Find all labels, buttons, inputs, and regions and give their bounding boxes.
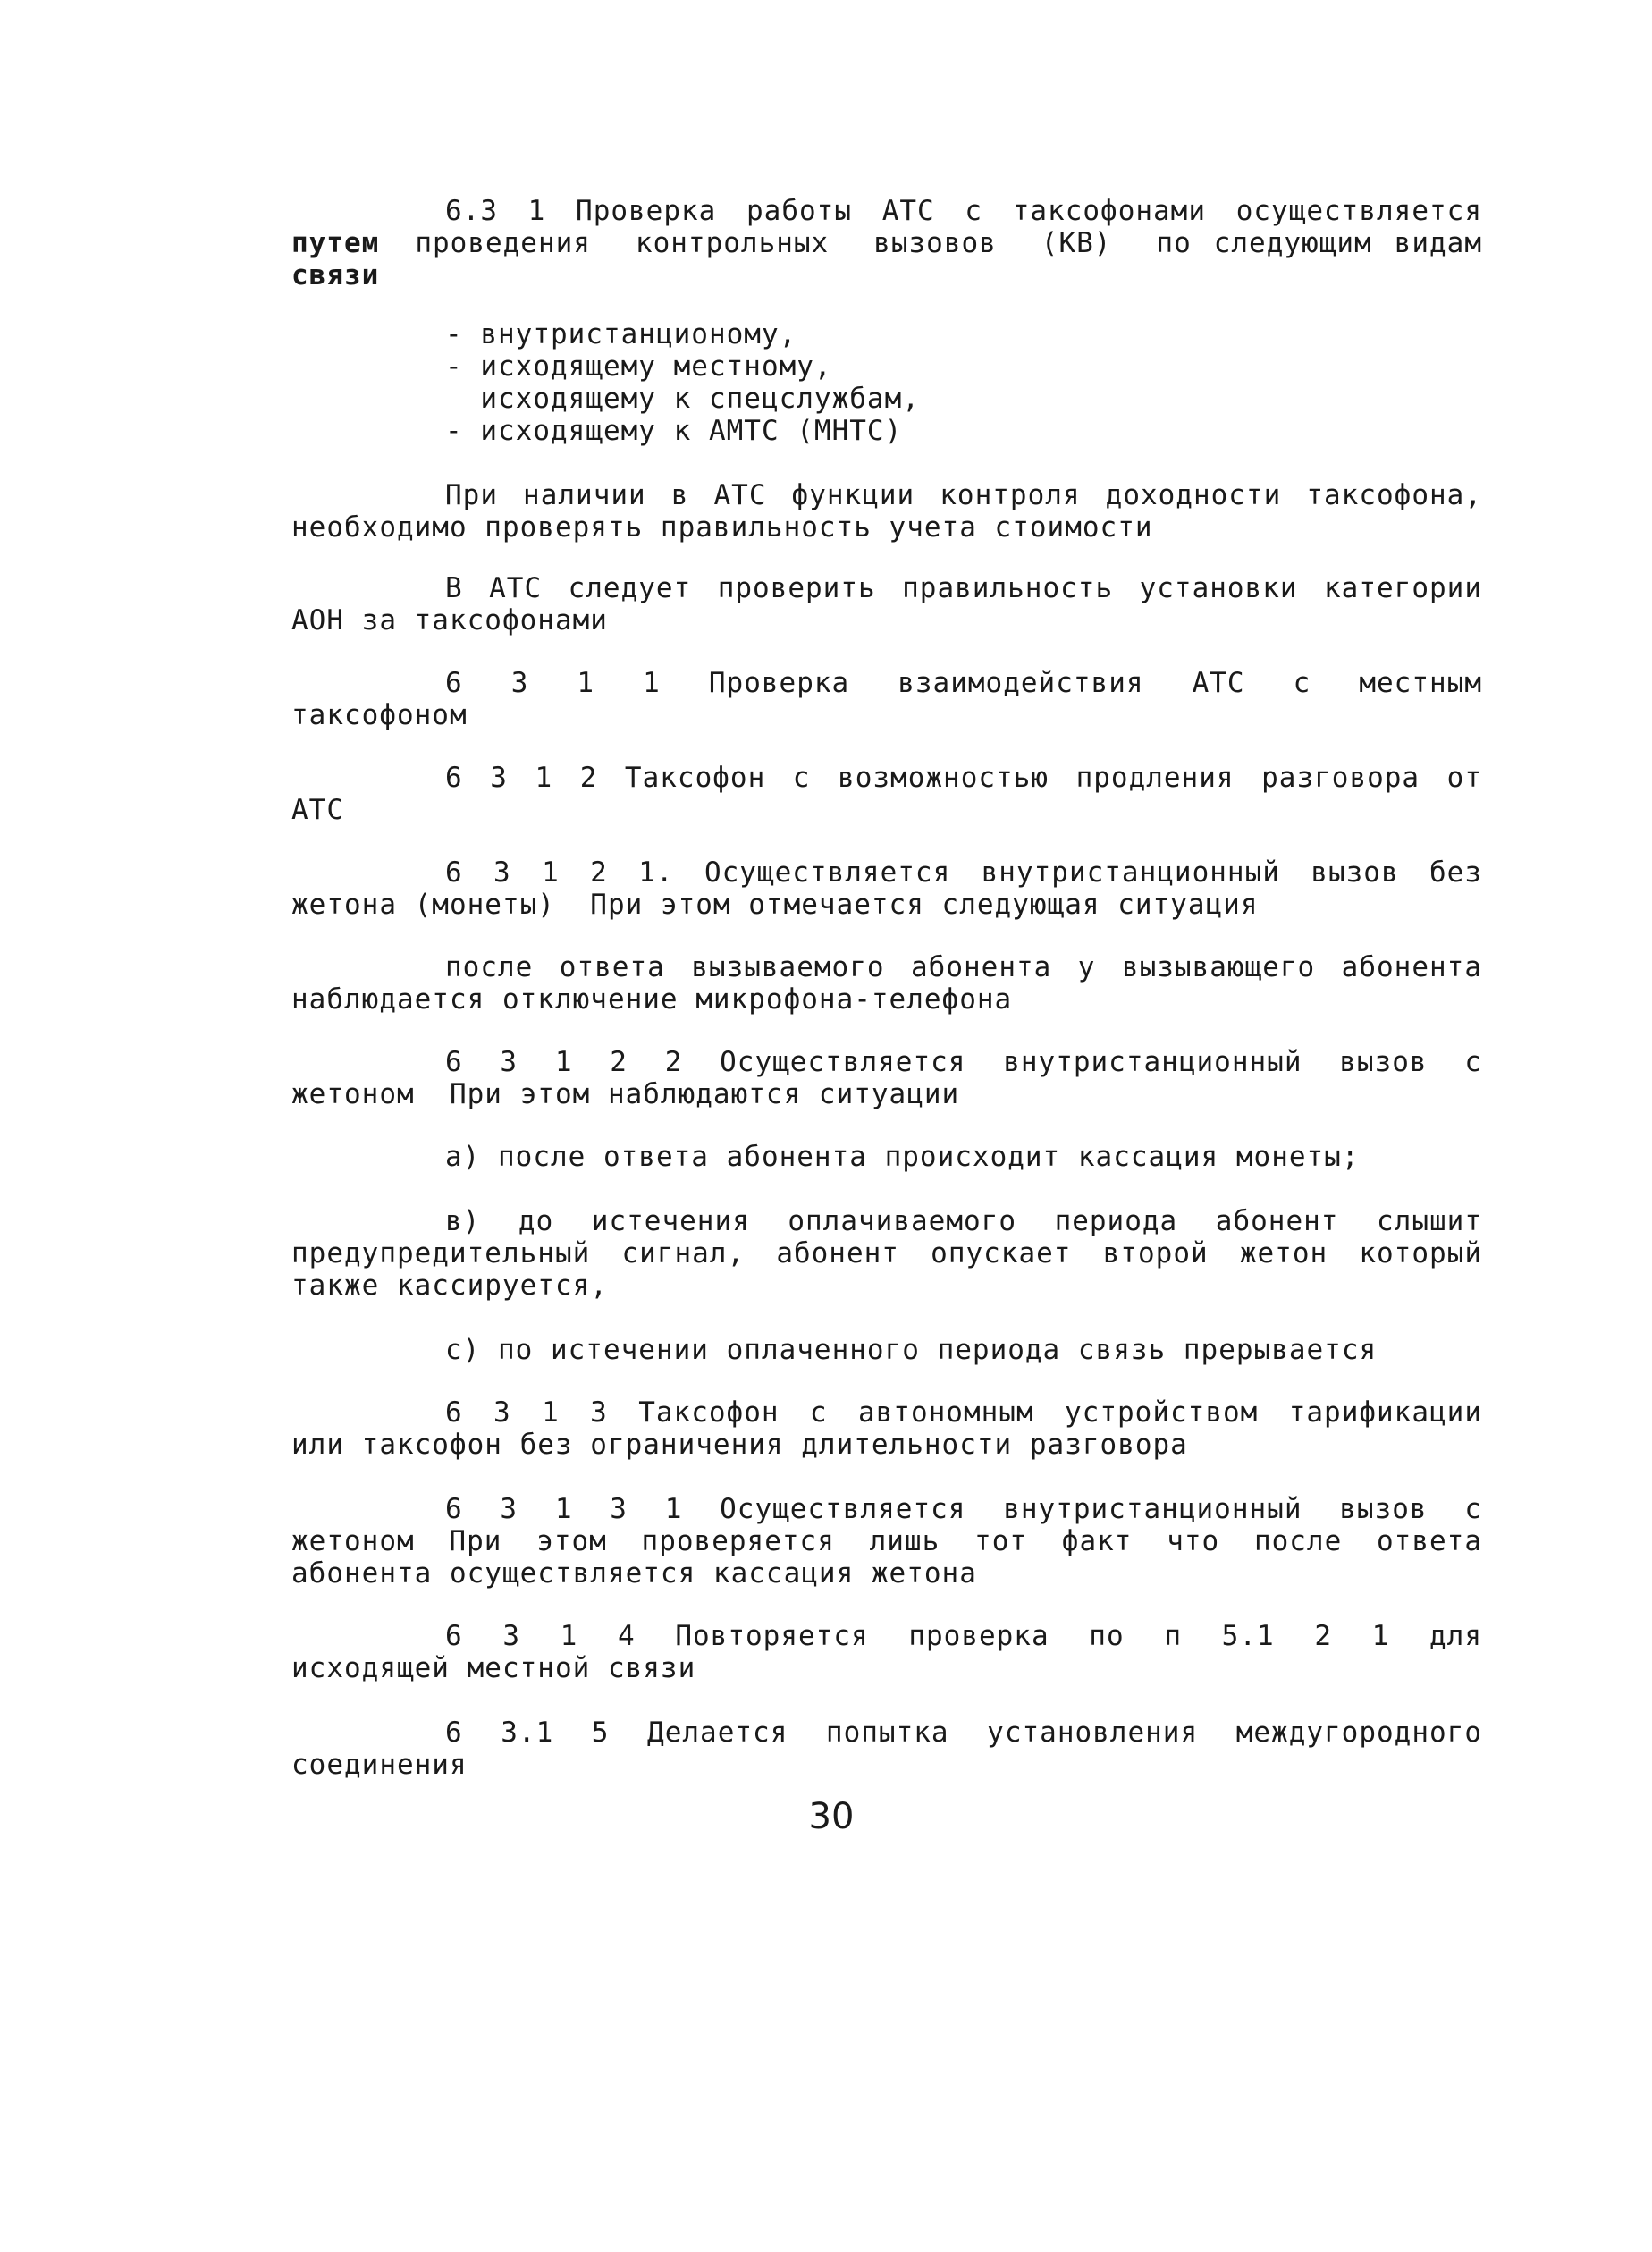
paragraph-6-3-1-line-2-rest: проведения контрольных вызовов (КВ) по следующим видам [415, 227, 1482, 259]
paragraph-line: АОН за таксофонами [291, 604, 608, 637]
paragraph-line: В АТС следует проверить правильность установки категории [445, 572, 1482, 604]
paragraph-line: необходимо проверять правильность учета стоимости [291, 511, 1153, 544]
paragraph-6-3-1-line-2 [291, 227, 1482, 259]
section-heading-6-3-1-3-1: 6 3 1 3 1 Осуществляется внутристанционный вызов с [445, 1493, 1482, 1525]
list-item: - внутристанционому, [445, 318, 797, 350]
section-heading-6-3-1-1: 6 3 1 1 Проверка взаимодействия АТС с местным [445, 667, 1482, 699]
list-item: исходящему к спецслужбам, [445, 383, 920, 415]
paragraph-line: жетоном При этом проверяется лишь тот факт что после ответа [291, 1525, 1482, 1557]
section-heading-6-3-1-3: 6 3 1 3 Таксофон с автономным устройством тарификации [445, 1396, 1482, 1429]
paragraph-6-3-1-line-1: 6.3 1 Проверка работы АТС с таксофонами осуществляется [445, 195, 1482, 227]
paragraph-line: При наличии в АТС функции контроля доходности таксофона, [445, 479, 1482, 511]
list-item-b-line-1: в) до истечения оплачиваемого периода абонент слышит [445, 1205, 1482, 1237]
paragraph-line: жетоном При этом наблюдаются ситуации [291, 1078, 960, 1110]
paragraph-6-3-1-line-3: связи [291, 259, 380, 291]
paragraph-line: соединения [291, 1749, 468, 1781]
paragraph-line: наблюдается отключение микрофона-телефона [291, 983, 1013, 1016]
paragraph-line: жетона (монеты) При этом отмечается следующая ситуация [291, 889, 1259, 921]
paragraph-line: исходящей местной связи [291, 1652, 696, 1684]
list-item-c: с) по истечении оплаченного периода связь прерывается [445, 1334, 1378, 1366]
paragraph-line: АТС [291, 794, 344, 826]
section-heading-6-3-1-2: 6 3 1 2 Таксофон с возможностью продления разговора от [445, 762, 1482, 794]
list-item-b-line-2: предупредительный сигнал, абонент опускает второй жетон который [291, 1237, 1482, 1269]
paragraph-line: таксофоном [291, 699, 468, 731]
bold-word-putem: путем [291, 227, 380, 259]
page-number: 30 [808, 1796, 855, 1837]
list-item: - исходящему местному, [445, 350, 832, 383]
section-heading-6-3-1-5: 6 3.1 5 Делается попытка установления междугородного [445, 1716, 1482, 1749]
paragraph-line: абонента осуществляется кассация жетона [291, 1557, 977, 1590]
paragraph-line: или таксофон без ограничения длительности разговора [291, 1429, 1188, 1461]
list-item: - исходящему к АМТС (МНТС) [445, 415, 903, 447]
list-item-a: а) после ответа абонента происходит кассация монеты; [445, 1141, 1360, 1173]
section-heading-6-3-1-4: 6 3 1 4 Повторяется проверка по п 5.1 2 1 для [445, 1620, 1482, 1652]
list-item-b-line-3: также кассируется, [291, 1269, 608, 1302]
section-heading-6-3-1-2-2: 6 3 1 2 2 Осуществляется внутристанционный вызов с [445, 1046, 1482, 1078]
section-heading-6-3-1-2-1: 6 3 1 2 1. Осуществляется внутристанционный вызов без [445, 856, 1482, 889]
paragraph-line: после ответа вызываемого абонента у вызывающего абонента [445, 951, 1482, 983]
